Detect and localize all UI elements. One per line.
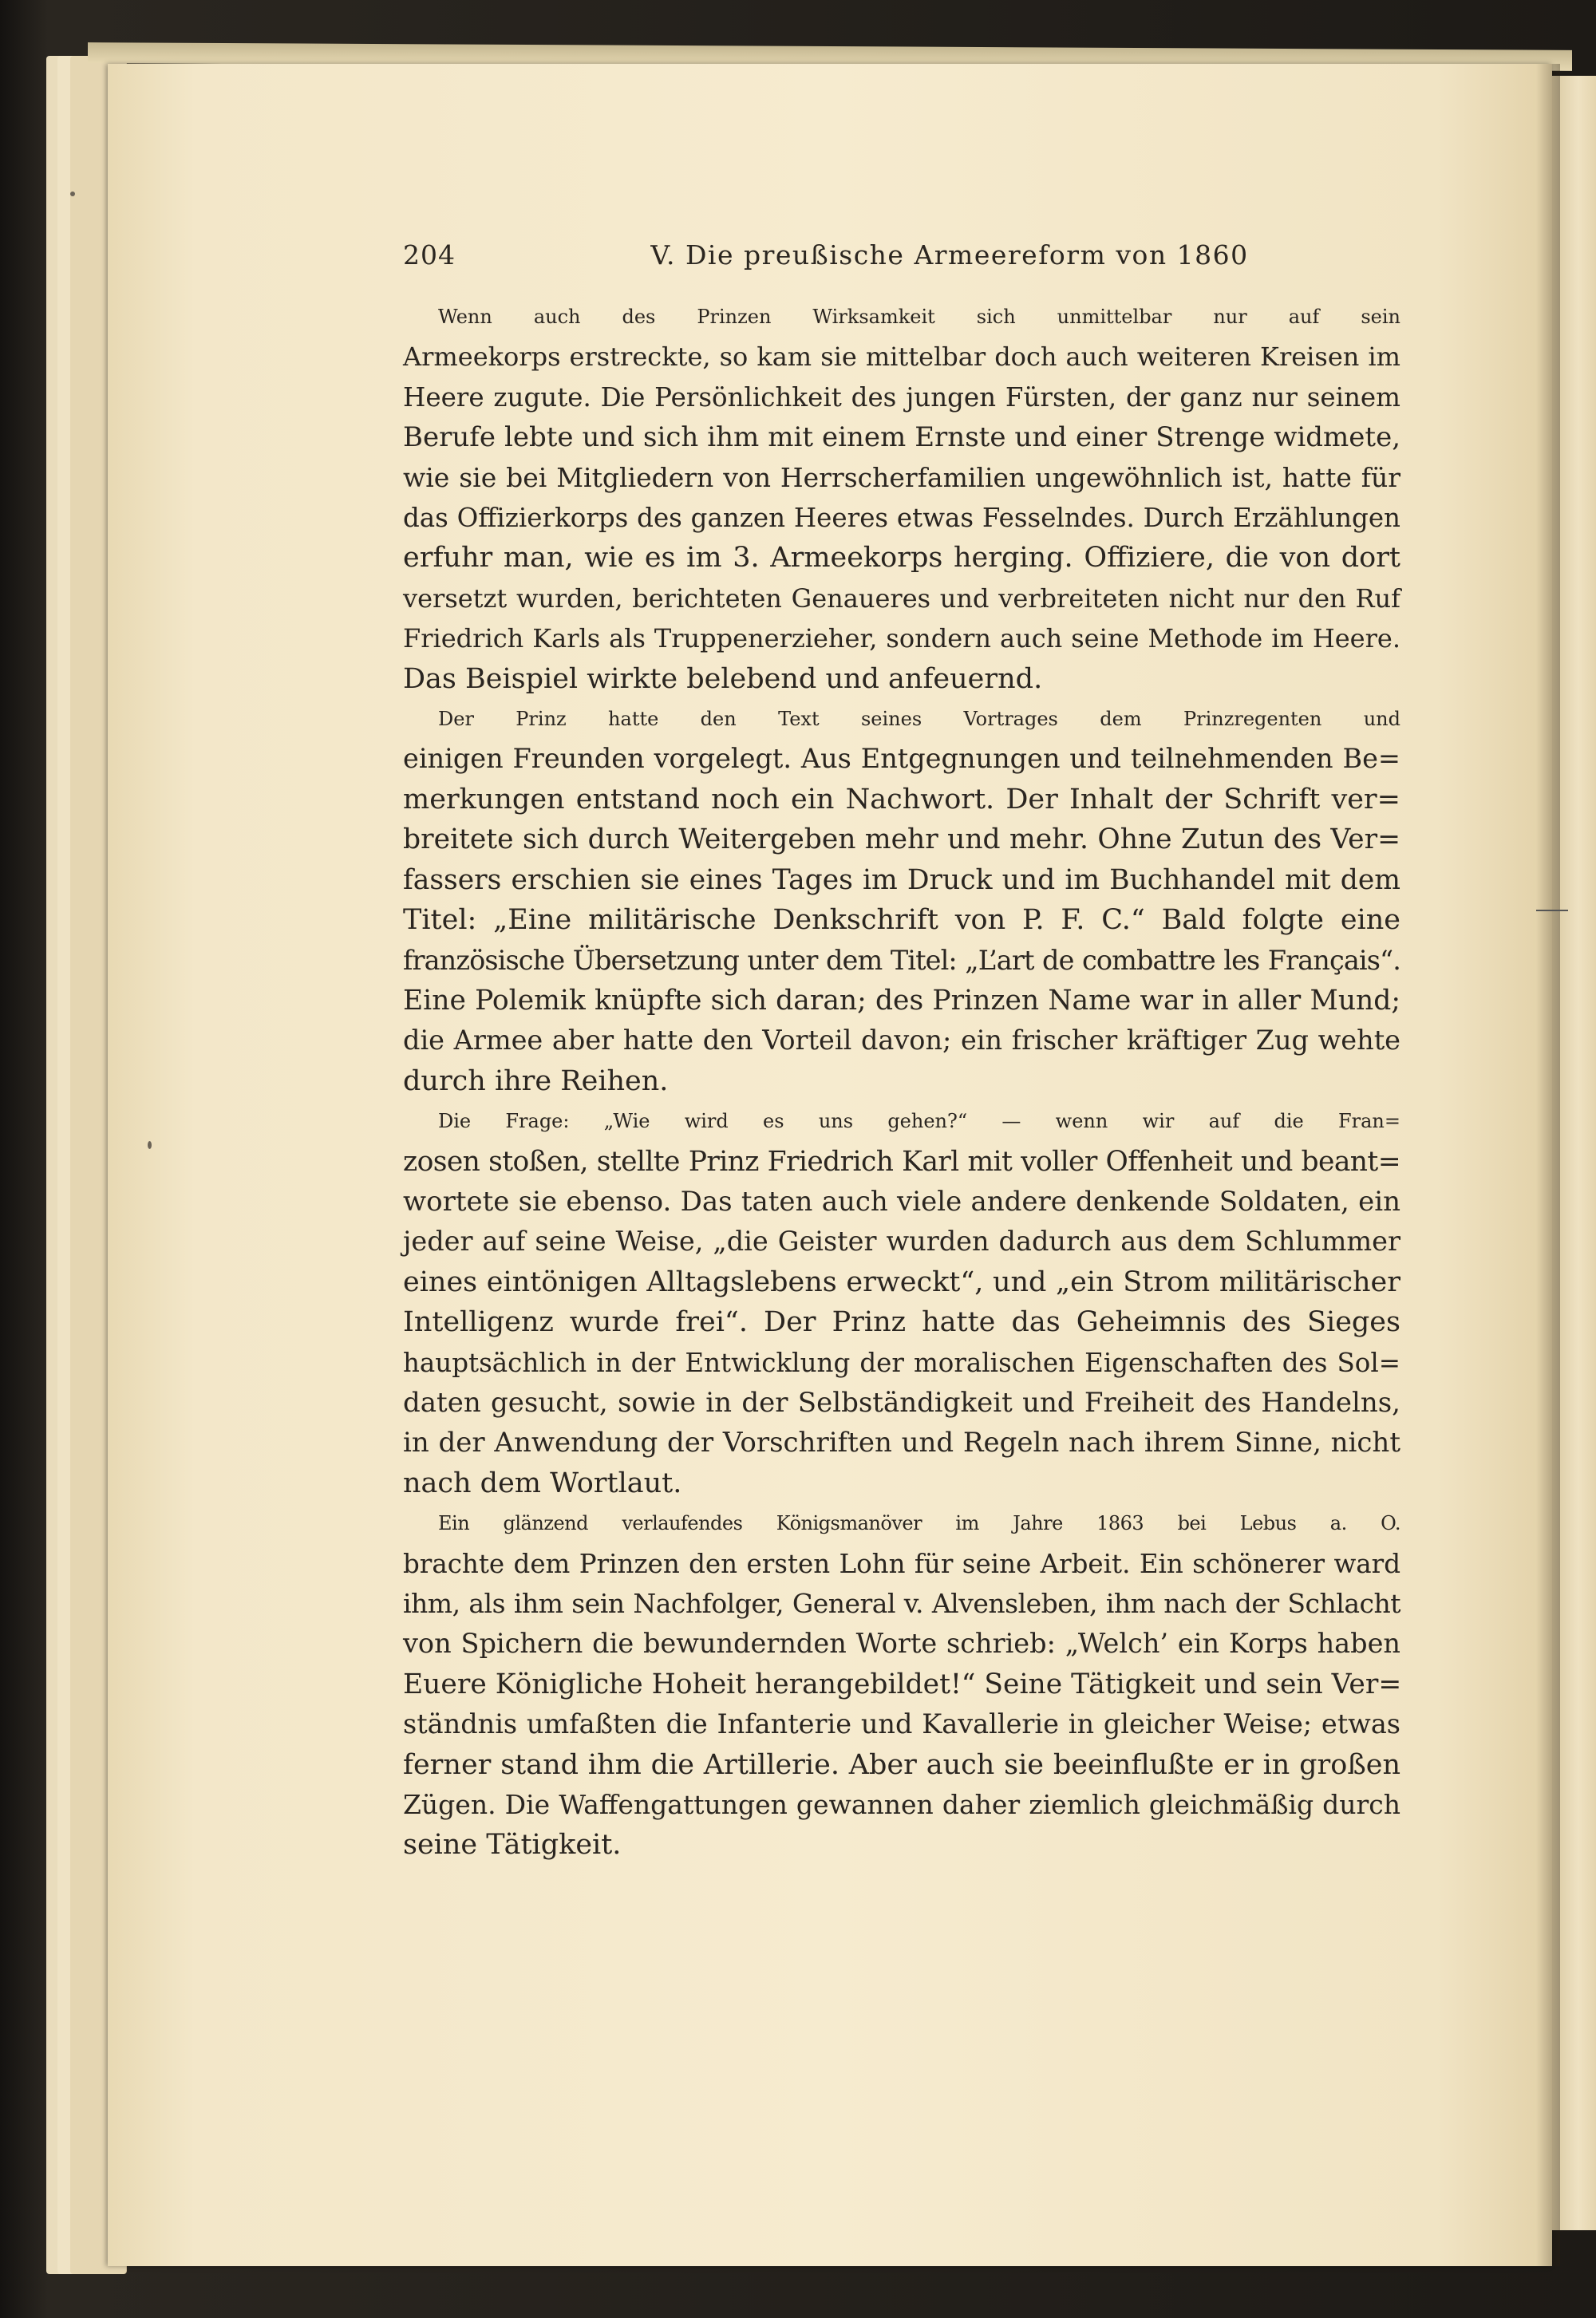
paragraph-4 (403, 1503, 1400, 1866)
text-line: französische Übersetzung unter dem Titel: „L’art de combattre les Français“. (403, 944, 1400, 976)
text-line: wie sie bei Mitgliedern von Herrscherfamilien ungewöhnlich ist, hatte für (403, 461, 1400, 493)
body-text (403, 297, 1400, 1866)
text-line: Der Prinz hatte den Text seines Vortrages dem Prinzregenten und (438, 708, 1400, 731)
text-line: breitete sich durch Weitergeben mehr und mehr. Ohne Zutun des Ver= (403, 823, 1400, 856)
text-line: jeder auf seine Weise, „die Geister wurden dadurch aus dem Schlummer (403, 1226, 1400, 1258)
running-head: V. Die preußische Armeereform von 1860 (650, 239, 1249, 270)
text-line: Berufe lebte und sich ihm mit einem Ernste und einer Strenge widmete, (403, 421, 1400, 454)
page-header (403, 239, 1416, 270)
margin-mark (1536, 910, 1568, 911)
text-line: Wenn auch des Prinzen Wirksamkeit sich unmittelbar nur auf sein (438, 306, 1400, 328)
text-line: Friedrich Karls als Truppenerzieher, sondern auch seine Methode im Heere. (403, 623, 1400, 654)
text-line: Titel: „Eine militärische Denkschrift von P. F. C.“ Bald folgte eine (403, 904, 1400, 937)
text-line: einigen Freunden vorgelegt. Aus Entgegnungen und teilnehmenden Be= (403, 743, 1400, 775)
text-line: Zügen. Die Waffengattungen gewannen daher ziemlich gleichmäßig durch (403, 1789, 1400, 1821)
text-line: Euere Königliche Hoheit herangebildet!“ Seine Tätigkeit und sein Ver= (403, 1668, 1402, 1700)
text-line: daten gesucht, sowie in der Selbständigkeit und Freiheit des Handelns, (403, 1386, 1400, 1419)
text-line: das Offizierkorps des ganzen Heeres etwas Fesselndes. Durch Erzählungen (403, 503, 1400, 534)
text-line: nach dem Wortlaut. (403, 1467, 682, 1499)
text-line: eines eintönigen Alltagslebens erweckt“, und „ein Strom militärischer (403, 1266, 1400, 1298)
text-line: durch ihre Reihen. (403, 1064, 669, 1097)
text-line: erfuhr man, wie es im 3. Armeekorps herging. Offiziere, die von dort (403, 542, 1400, 575)
ink-speck (148, 1141, 152, 1149)
text-line: die Armee aber hatte den Vorteil davon; ein frischer kräftiger Zug wehte (403, 1025, 1400, 1056)
text-line: ständnis umfaßten die Infanterie und Kavallerie in gleicher Weise; etwas (403, 1708, 1400, 1740)
paragraph-1 (403, 297, 1400, 699)
text-line: versetzt wurden, berichteten Genaueres und verbreiteten nicht nur den Ruf (403, 582, 1400, 614)
text-line: merkungen entstand noch ein Nachwort. Der Inhalt der Schrift ver= (403, 783, 1400, 815)
text-line: Heere zugute. Die Persönlichkeit des jungen Fürsten, der ganz nur seinem (403, 381, 1400, 413)
paragraph-3 (403, 1101, 1400, 1503)
text-line: in der Anwendung der Vorschriften und Regeln nach ihrem Sinne, nicht (403, 1427, 1400, 1459)
text-line: wortete sie ebenso. Das taten auch viele andere denkende Soldaten, ein (403, 1185, 1400, 1218)
paragraph-2 (403, 699, 1400, 1101)
text-line: von Spichern die bewundernden Worte schrieb: „Welch’ ein Korps haben (403, 1628, 1400, 1660)
text-line: ihm, als ihm sein Nachfolger, General v. Alvensleben, ihm nach der Schlacht (403, 1588, 1400, 1619)
text-line: Eine Polemik knüpfte sich daran; des Prinzen Name war in aller Mund; (403, 984, 1400, 1017)
text-line: zosen stoßen, stellte Prinz Friedrich Karl mit voller Offenheit und beant= (403, 1145, 1400, 1178)
text-line: Ein glänzend verlaufendes Königsmanöver im Jahre 1863 bei Lebus a. O. (438, 1512, 1400, 1535)
text-line: Die Frage: „Wie wird es uns gehen?“ — wenn wir auf die Fran= (438, 1110, 1400, 1133)
text-line: brachte dem Prinzen den ersten Lohn für seine Arbeit. Ein schönerer ward (403, 1548, 1400, 1579)
text-line: Armeekorps erstreckte, so kam sie mittelbar doch auch weiteren Kreisen im (403, 342, 1400, 373)
text-line: Das Beispiel wirkte belebend und anfeuernd. (403, 662, 1043, 695)
text-line: Intelligenz wurde frei“. Der Prinz hatte das Geheimnis des Sieges (403, 1306, 1400, 1339)
gutter-shadow (1536, 64, 1560, 2266)
ink-speck (70, 192, 75, 196)
text-line: hauptsächlich in der Entwicklung der moralischen Eigenschaften des Sol= (403, 1347, 1400, 1378)
text-line: ferner stand ihm die Artillerie. Aber auch sie beeinflußte er in großen (403, 1748, 1400, 1781)
page-number: 204 (403, 239, 456, 270)
text-line: seine Tätigkeit. (403, 1829, 622, 1862)
text-line: fassers erschien sie eines Tages im Druck und im Buchhandel mit dem (403, 863, 1400, 896)
